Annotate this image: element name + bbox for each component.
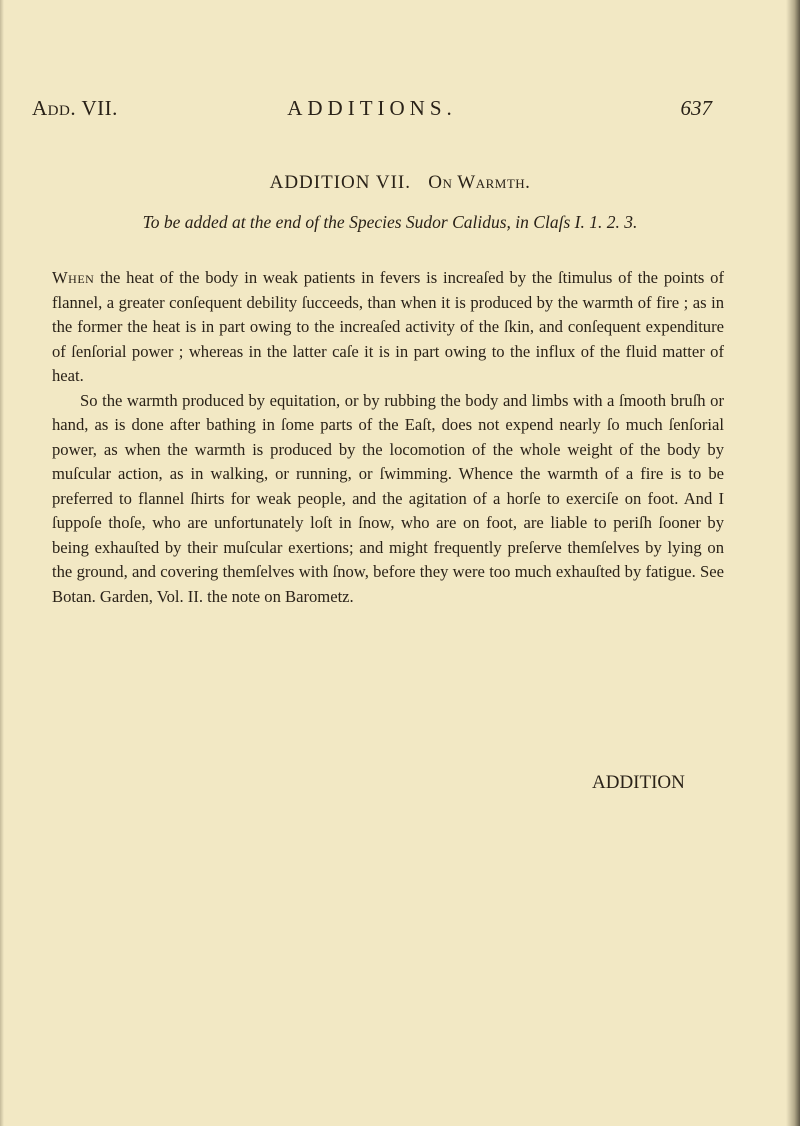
paragraph — [52, 389, 724, 610]
catchword: ADDITION — [592, 772, 685, 793]
section-title-subject: On Warmth. — [428, 172, 531, 193]
running-head-title: ADDITIONS. — [287, 96, 457, 120]
running-head-section: Add. VII. — [32, 96, 118, 120]
body-text — [52, 266, 724, 609]
section-title — [0, 172, 800, 194]
paragraph-text: So the warmth produced by equitation, or by rubbing the body and limbs with a ſmooth bruſh or hand, as is done after bathing in ſome parts of the Eaſt, does not expend nearly ſo much ſenſorial power, as when the warmth is produced by the locomotion of the whole weight of the body by muſcular action, as in walking, or running, or ſwimming. Whence the warmth of a fire is to be preferred to flannel ſhirts for weak people, and the agitation of a horſe to exerciſe on foot. And I ſuppoſe thoſe, who are unfortunately loſt in ſnow, who are on foot, are liable to periſh ſooner by being exhauſted by their muſcular exertions; and might frequently preſerve themſelves by lying on the ground, and covering themſelves with ſnow, before they were too much exhauſted by fatigue. See Botan. Garden, Vol. II. the note on Barometz. — [52, 390, 724, 606]
section-title-main: ADDITION VII. — [269, 172, 411, 193]
page-gutter-shadow — [0, 0, 4, 1126]
section-subtitle: To be added at the end of the Species Sudor Calidus, in Claſs I. 1. 2. 3. — [142, 212, 638, 232]
running-head — [32, 96, 712, 126]
page-number: 637 — [680, 96, 712, 120]
paragraph-lead-word: When — [52, 268, 95, 287]
page-edge-shadow — [786, 0, 800, 1126]
paragraph — [52, 266, 724, 389]
paragraph-text: the heat of the body in weak patients in fevers is increaſed by the ſtimulus of the points of flannel, a greater conſequent debility ſucceeds, than when it is produced by the warmth of fire ; as in the former the heat is in part owing to the increaſed activity of the ſkin, and conſequent expenditure of ſenſorial power ; whereas in the latter caſe it is in part owing to the influx of the fluid matter of heat. — [52, 268, 724, 385]
